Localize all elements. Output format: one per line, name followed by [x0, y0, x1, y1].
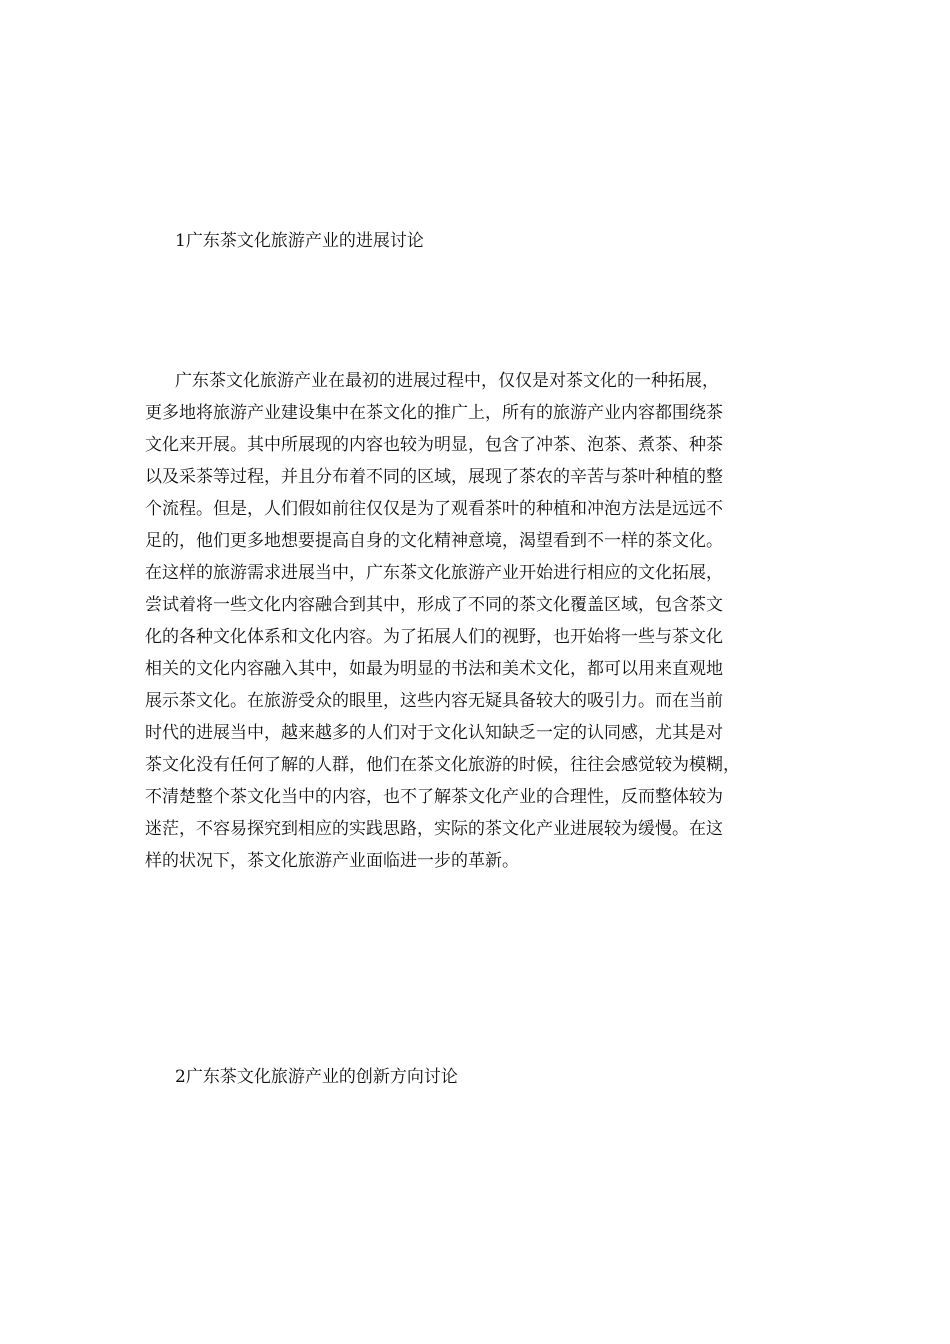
paragraph-line: 文化来开展。其中所展现的内容也较为明显，包含了冲茶、泡茶、煮茶、种茶: [145, 435, 723, 455]
paragraph-line: 化的各种文化体系和文化内容。为了拓展人们的视野，也开始将一些与茶文化: [145, 627, 723, 647]
section-1-heading: 1广东茶文化旅游产业的进展讨论: [175, 231, 424, 251]
paragraph-line: 茶文化没有任何了解的人群，他们在茶文化旅游的时候，往往会感觉较为模糊，: [145, 755, 740, 775]
section-2-heading: 2广东茶文化旅游产业的创新方向讨论: [175, 1067, 458, 1087]
paragraph-line: 广东茶文化旅游产业在最初的进展过程中，仅仅是对茶文化的一种拓展，: [175, 371, 719, 391]
paragraph-line: 相关的文化内容融入其中，如最为明显的书法和美术文化，都可以用来直观地: [145, 659, 723, 679]
paragraph-line: 个流程。但是，人们假如前往仅仅是为了观看茶叶的种植和冲泡方法是远远不: [145, 499, 723, 519]
paragraph-line: 在这样的旅游需求进展当中，广东茶文化旅游产业开始进行相应的文化拓展，: [145, 563, 723, 583]
paragraph-line: 以及采茶等过程，并且分布着不同的区域，展现了茶农的辛苦与茶叶种植的整: [145, 467, 723, 487]
paragraph-line: 更多地将旅游产业建设集中在茶文化的推广上，所有的旅游产业内容都围绕茶: [145, 403, 723, 423]
paragraph-line: 时代的进展当中，越来越多的人们对于文化认知缺乏一定的认同感，尤其是对: [145, 723, 723, 743]
paragraph-line: 尝试着将一些文化内容融合到其中，形成了不同的茶文化覆盖区域，包含茶文: [145, 595, 723, 615]
paragraph-line: 不清楚整个茶文化当中的内容，也不了解茶文化产业的合理性，反而整体较为: [145, 787, 723, 807]
section-1-paragraph: [145, 365, 815, 877]
paragraph-line: 迷茫，不容易探究到相应的实践思路，实际的茶文化产业进展较为缓慢。在这: [145, 819, 723, 839]
paragraph-line: 样的状况下，茶文化旅游产业面临进一步的革新。: [145, 851, 519, 871]
paragraph-line: 展示茶文化。在旅游受众的眼里，这些内容无疑具备较大的吸引力。而在当前: [145, 691, 723, 711]
paragraph-line: 足的，他们更多地想要提高自身的文化精神意境，渴望看到不一样的茶文化。: [145, 531, 723, 551]
